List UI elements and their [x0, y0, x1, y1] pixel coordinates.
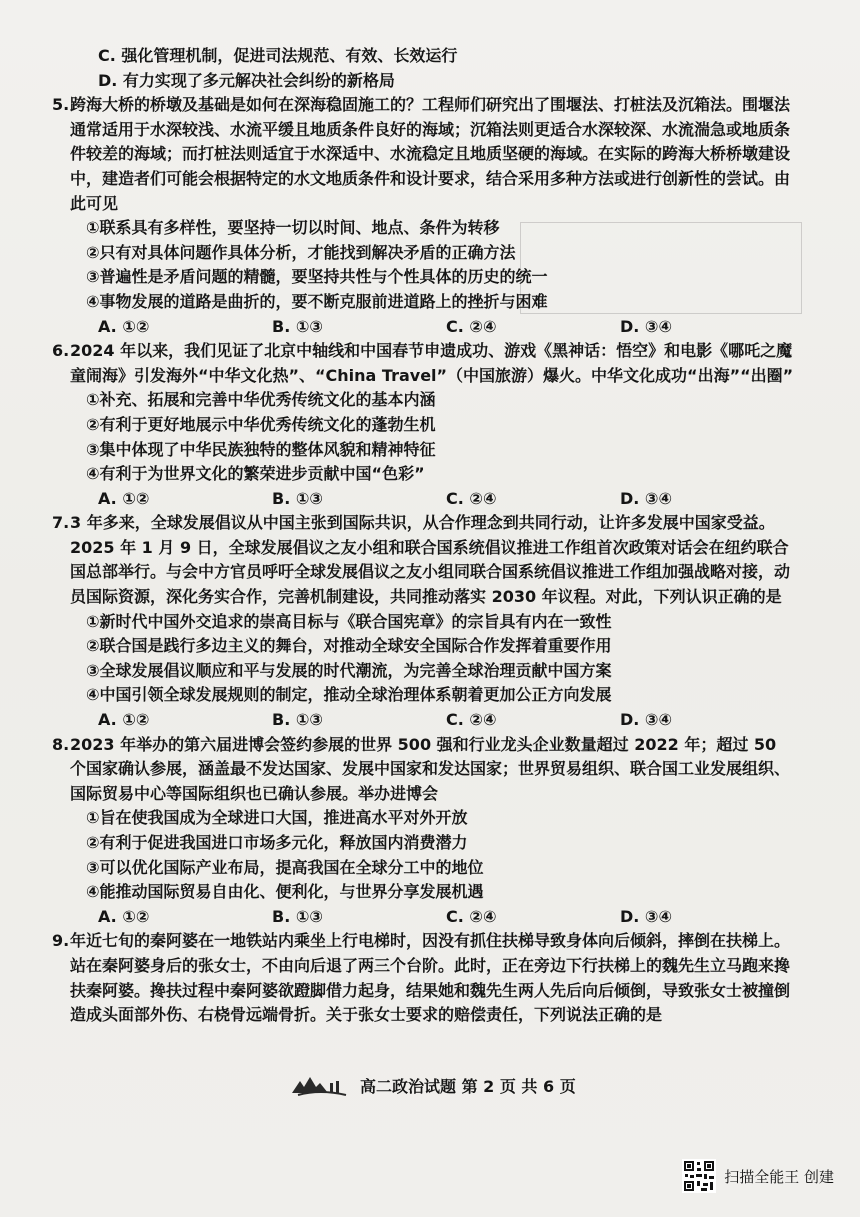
question-stem: 3 年多来，全球发展倡议从中国主张到国际共识，从合作理念到共同行动，让许多发展中国家受益。2025 年 1 月 9 日，全球发展倡议之友小组和联合国系统倡议推进工作组首次政策对话会在纽约联合国总部举行。与会中方官员呼吁全球发展倡议之友小组同联合国系统倡议推进工作组加强战略对接，动员国际资源，深化务实合作，完善机制建设，共同推动落实 2030 年议程。对此，下列认识正确的是 — [70, 513, 791, 607]
statement-4: ④能推动国际贸易自由化、便利化，与世界分享发展机遇 — [86, 882, 484, 902]
statement-1: ①联系具有多样性，要坚持一切以时间、地点、条件为转移 — [86, 218, 500, 238]
choice-a: A. ①② — [98, 906, 150, 926]
answer-choices — [98, 487, 795, 512]
watermark-text: 扫描全能王 创建 — [724, 1167, 834, 1186]
question-8: 8. 2023 年举办的第六届进博会签约参展的世界 500 强和行业龙头企业数量超过 2022 年；超过 50 个国家确认参展，涵盖最不发达国家、发展中国家和发达国家；世界贸易组织、联合国工业发展组织、国际贸易中心等国际组织也已确认参展。举办进博会 ①旨在使我国成为全球进口大国，推进高水平对外开放 ②有利于促进我国进口市场多元化，释放国内消费潜力 ③可以优化国际产业布局，提高我国在全球分工中的地位 ④能推动国际贸易自由化、便利化，与世界分享发展机遇 A. ①② B. ①③ C. ②④ D. ③④ — [70, 733, 795, 930]
statement-4: ④中国引领全球发展规则的制定，推动全球治理体系朝着更加公正方向发展 — [86, 685, 612, 705]
statement-3: ③普遍性是矛盾问题的精髓，要坚持共性与个性具体的历史的统一 — [86, 267, 548, 287]
choice-a: A. ①② — [98, 710, 150, 730]
answer-choices — [98, 708, 795, 733]
question-9: 9. 年近七旬的秦阿婆在一地铁站内乘坐上行电梯时，因没有抓住扶梯导致身体向后倾斜，摔倒在扶梯上。站在秦阿婆身后的张女士，不由向后退了两三个台阶。此时，正在旁边下行扶梯上的魏先生立马跑来搀扶秦阿婆。搀扶过程中秦阿婆欲蹬脚借力起身，结果她和魏先生两人先后向后倾倒，导致张女士被撞倒造成头面部外伤、右桡骨远端骨折。关于张女士要求的赔偿责任，下列说法正确的是 — [70, 929, 795, 1027]
choice-d: D. ③④ — [620, 488, 673, 508]
question-6: 6. 2024 年以来，我们见证了北京中轴线和中国春节申遗成功、游戏《黑神话：悟空》和电影《哪吒之魔童闹海》引发海外“中华文化热”、“China Travel”（中国旅游）爆火。中华文化成功“出海”“出圈” ①补充、拓展和完善中华优秀传统文化的基本内涵 ②有利于更好地展示中华优秀传统文化的蓬勃生机 ③集中体现了中华民族独特的整体风貌和精神特征 ④有利于为世界文化的繁荣进步贡献中国“色彩” A. ①② B. ①③ C. ②④ D. ③④ — [70, 339, 795, 511]
statement-2: ②有利于更好地展示中华优秀传统文化的蓬勃生机 — [86, 414, 436, 434]
q4-option-c: C. 强化管理机制，促进司法规范、有效、长效运行 — [98, 46, 458, 65]
choice-a: A. ①② — [98, 316, 150, 336]
choice-d: D. ③④ — [620, 710, 673, 730]
choice-c: C. ②④ — [446, 316, 497, 336]
statement-1: ①补充、拓展和完善中华优秀传统文化的基本内涵 — [86, 390, 436, 410]
choice-c: C. ②④ — [446, 488, 497, 508]
question-stem: 年近七旬的秦阿婆在一地铁站内乘坐上行电梯时，因没有抓住扶梯导致身体向后倾斜，摔倒在扶梯上。站在秦阿婆身后的张女士，不由向后退了两三个台阶。此时，正在旁边下行扶梯上的魏先生立马跑来搀扶秦阿婆。搀扶过程中秦阿婆欲蹬脚借力起身，结果她和魏先生两人先后向后倾倒，导致张女士被撞倒造成头面部外伤、右桡骨远端骨折。关于张女士要求的赔偿责任，下列说法正确的是 — [70, 931, 791, 1025]
question-5: 5. 跨海大桥的桥墩及基础是如何在深海稳固施工的？工程师们研究出了围堰法、打桩法及沉箱法。围堰法通常适用于水深较浅、水流平缓且地质条件良好的海域；沉箱法则更适合水深较深、水流湍急或地质条件较差的海域；而打桩法则适宜于水深适中、水流稳定且地质坚硬的海域。在实际的跨海大桥桥墩建设中，建造者们可能会根据特定的水文地质条件和设计要求，结合采用多种方法或进行创新性的尝试。由此可见 ①联系具有多样性，要坚持一切以时间、地点、条件为转移 ②只有对具体问题作具体分析，才能找到解决矛盾的正确方法 ③普遍性是矛盾问题的精髓，要坚持共性与个性具体的历史的统一 ④事物发展的道路是曲折的，要不断克服前进道路上的挫折与困难 A. ①② B. ①③ C. ②④ D. ③④ — [70, 93, 795, 339]
exam-content — [52, 44, 795, 1028]
choice-d: D. ③④ — [620, 316, 673, 336]
statement-3: ③集中体现了中华民族独特的整体风貌和精神特征 — [86, 439, 436, 459]
choice-b: B. ①③ — [272, 316, 323, 336]
qr-code-icon — [682, 1159, 716, 1193]
statement-4: ④事物发展的道路是曲折的，要不断克服前进道路上的挫折与困难 — [86, 291, 548, 311]
statement-3: ③可以优化国际产业布局，提高我国在全球分工中的地位 — [86, 857, 484, 877]
answer-choices — [98, 905, 795, 930]
publisher-logo-icon — [290, 1073, 350, 1097]
question-stem: 跨海大桥的桥墩及基础是如何在深海稳固施工的？工程师们研究出了围堰法、打桩法及沉箱法。围堰法通常适用于水深较浅、水流平缓且地质条件良好的海域；沉箱法则更适合水深较深、水流湍急或地质条件较差的海域；而打桩法则适宜于水深适中、水流稳定且地质坚硬的海域。在实际的跨海大桥桥墩建设中，建造者们可能会根据特定的水文地质条件和设计要求，结合采用多种方法或进行创新性的尝试。由此可见 — [70, 95, 791, 213]
footer-page-info: 高二政治试题 第 2 页 共 6 页 — [360, 1076, 576, 1096]
statement-2: ②联合国是践行多边主义的舞台，对推动全球安全国际合作发挥着重要作用 — [86, 636, 612, 656]
question-7: 7. 3 年多来，全球发展倡议从中国主张到国际共识，从合作理念到共同行动，让许多发展中国家受益。2025 年 1 月 9 日，全球发展倡议之友小组和联合国系统倡议推进工作组首次政策对话会在纽约联合国总部举行。与会中方官员呼吁全球发展倡议之友小组同联合国系统倡议推进工作组加强战略对接，动员国际资源，深化务实合作，完善机制建设，共同推动落实 2030 年议程。对此，下列认识正确的是 ①新时代中国外交追求的崇高目标与《联合国宪章》的宗旨具有内在一致性 ②联合国是践行多边主义的舞台，对推动全球安全国际合作发挥着重要作用 ③全球发展倡议顺应和平与发展的时代潮流，为完善全球治理贡献中国方案 ④中国引领全球发展规则的制定，推动全球治理体系朝着更加公正方向发展 A. ①② B. ①③ C. ②④ D. ③④ — [70, 511, 795, 732]
page-footer — [290, 1070, 576, 1100]
statement-3: ③全球发展倡议顺应和平与发展的时代潮流，为完善全球治理贡献中国方案 — [86, 660, 612, 680]
choice-b: B. ①③ — [272, 906, 323, 926]
choice-b: B. ①③ — [272, 710, 323, 730]
statement-1: ①新时代中国外交追求的崇高目标与《联合国宪章》的宗旨具有内在一致性 — [86, 611, 612, 631]
statement-1: ①旨在使我国成为全球进口大国，推进高水平对外开放 — [86, 808, 468, 828]
question-stem: 2024 年以来，我们见证了北京中轴线和中国春节申遗成功、游戏《黑神话：悟空》和电影《哪吒之魔童闹海》引发海外“中华文化热”、“China Travel”（中国旅游）爆火。中华文化成功“出海”“出圈” — [70, 341, 794, 385]
choice-a: A. ①② — [98, 488, 150, 508]
choice-c: C. ②④ — [446, 906, 497, 926]
statement-2: ②只有对具体问题作具体分析，才能找到解决矛盾的正确方法 — [86, 242, 516, 262]
statement-4: ④有利于为世界文化的繁荣进步贡献中国“色彩” — [86, 464, 425, 484]
choice-b: B. ①③ — [272, 488, 323, 508]
statement-2: ②有利于促进我国进口市场多元化，释放国内消费潜力 — [86, 833, 468, 852]
q4-option-d: D. 有力实现了多元解决社会纠纷的新格局 — [98, 70, 395, 90]
scanner-watermark — [682, 1159, 834, 1193]
question-stem: 2023 年举办的第六届进博会签约参展的世界 500 强和行业龙头企业数量超过 2022 年；超过 50 个国家确认参展，涵盖最不发达国家、发展中国家和发达国家；世界贸易组织、联合国工业发展组织、国际贸易中心等国际组织也已确认参展。举办进博会 — [70, 734, 791, 803]
choice-d: D. ③④ — [620, 906, 673, 926]
choice-c: C. ②④ — [446, 710, 497, 730]
answer-choices — [98, 315, 795, 340]
